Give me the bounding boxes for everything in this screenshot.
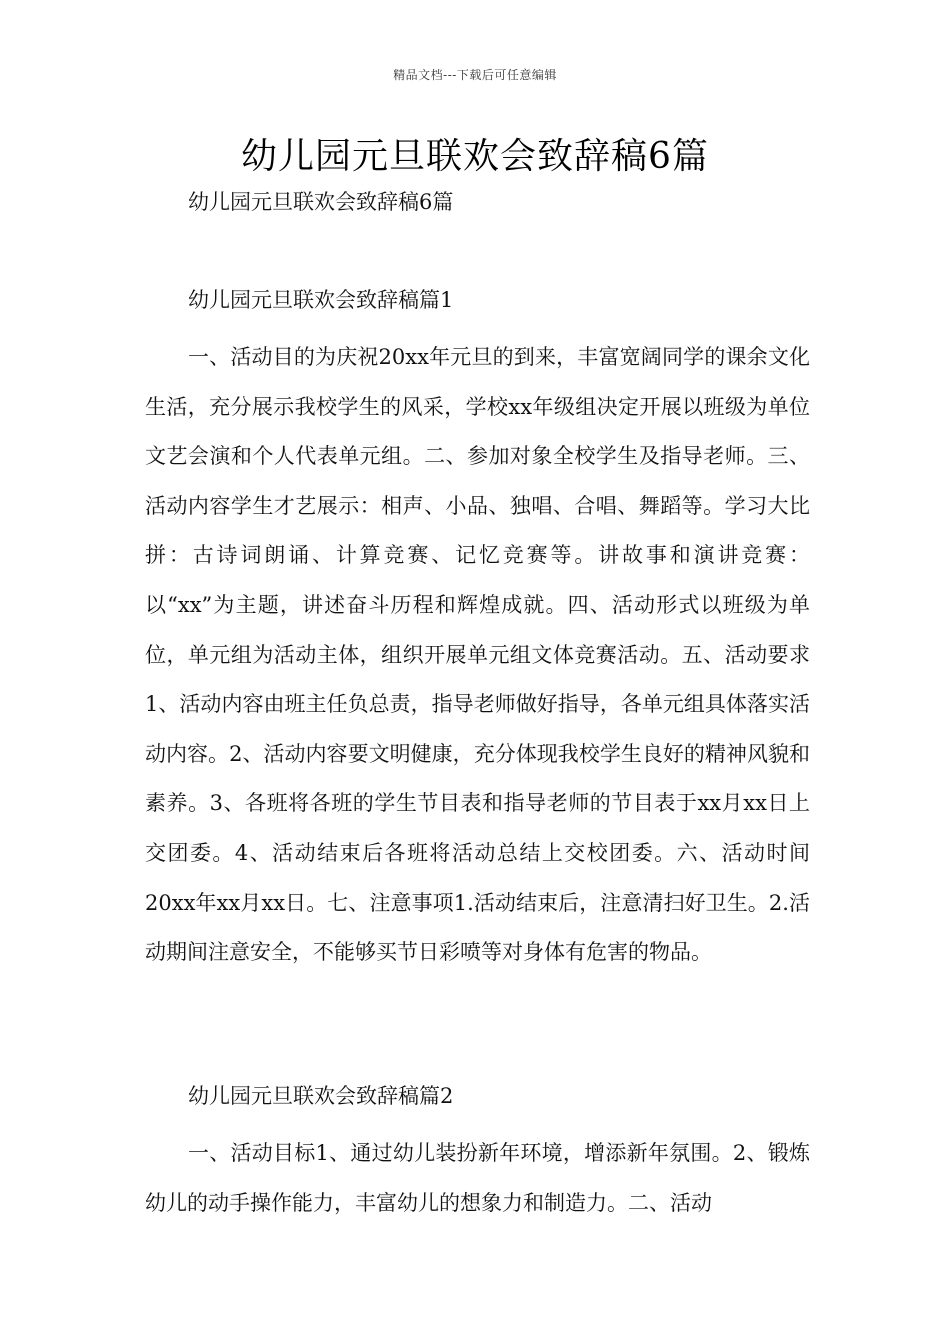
section-2 [145,1082,810,1228]
section-paragraph: 一、活动目标1、通过幼儿装扮新年环境，增添新年氛围。2、锻炼幼儿的动手操作能力，丰富幼儿的想象力和制造力。二、活动 [145,1141,810,1215]
section-heading: 幼儿园元旦联欢会致辞稿篇2 [188,1084,454,1108]
section-paragraph: 一、活动目的为庆祝20xx年元旦的到来，丰富宽阔同学的课余文化生活，充分展示我校学生的风采，学校xx年级组决定开展以班级为单位文艺会演和个人代表单元组。二、参加对象全校学生及指导老师。三、活动内容学生才艺展示：相声、小品、独唱、合唱、舞蹈等。学习大比拼：古诗词朗诵、计算竞赛、记忆竞赛等。讲故事和演讲竞赛：以“xx”为主题，讲述奋斗历程和辉煌成就。四、活动形式以班级为单位，单元组为活动主体，组织开展单元组文体竞赛活动。五、活动要求1、活动内容由班主任负总责，指导老师做好指导，各单元组具体落实活动内容。2、活动内容要文明健康，充分体现我校学生良好的精神风貌和素养。3、各班将各班的学生节目表和指导老师的节目表于xx月xx日上交团委。4、活动结束后各班将活动总结上交校团委。六、活动时间20xx年xx月xx日。七、注意事项1.活动结束后，注意清扫好卫生。2.活动期间注意安全，不能够买节日彩喷等对身体有危害的物品。 [145,345,810,965]
section-1 [145,286,810,978]
document-title: 幼儿园元旦联欢会致辞稿6篇 [241,136,709,177]
page-header-note: 精品文档---下载后可任意编辑 [393,68,557,82]
document-subtitle: 幼儿园元旦联欢会致辞稿6篇 [188,190,454,214]
section-heading: 幼儿园元旦联欢会致辞稿篇1 [188,288,454,312]
